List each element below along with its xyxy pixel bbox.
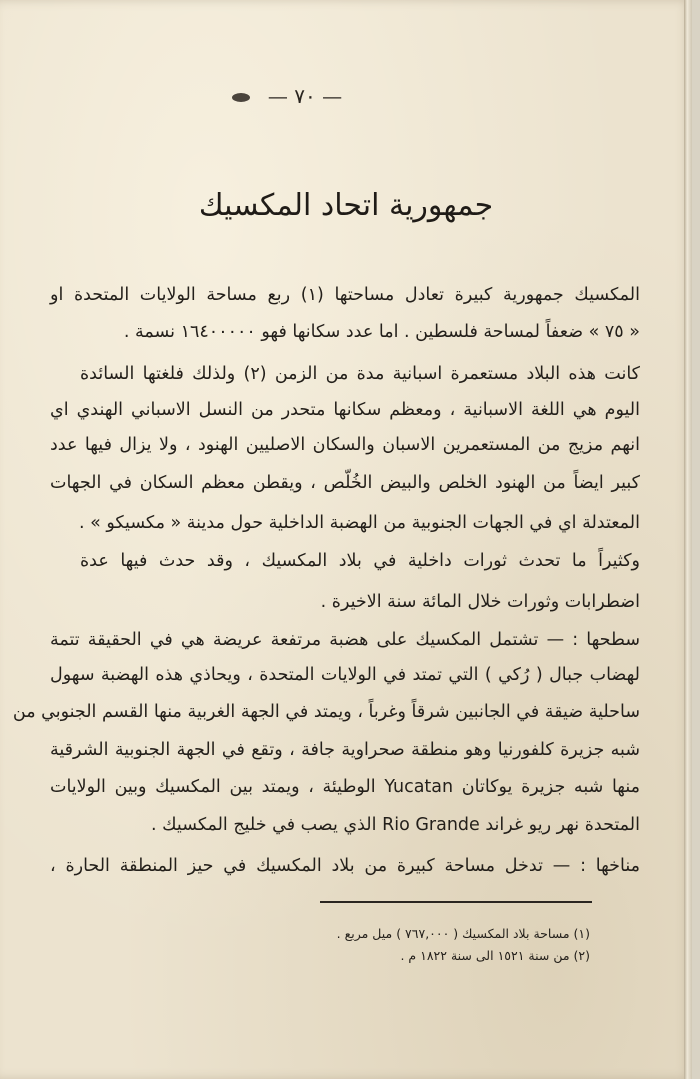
footnote: (١) مساحة بلاد المكسيك ( ٧٦٧,٠٠٠ ) ميل مربع . — [336, 926, 590, 941]
text-line: مناخها : — تدخل مساحة كبيرة من بلاد المكسيك في حيز المنطقة الحارة ، — [50, 856, 640, 876]
text-line: لهضاب جبال ( رُكي ) التي تمتد في الولايات المتحدة ، ويحاذي هذه الهضبة سهول — [50, 665, 640, 685]
ink-blot — [232, 93, 250, 102]
footnote: (٢) من سنة ١٥٢١ الى سنة ١٨٢٢ م . — [400, 948, 590, 963]
page-title: جمهورية اتحاد المكسيك — [198, 188, 494, 223]
text-line: المكسيك جمهورية كبيرة تعادل مساحتها (١) ربع مساحة الولايات المتحدة او — [50, 285, 640, 305]
text-line: ساحلية ضيقة في الجانبين شرقاً وغرباً ، ويمتد في الجهة الغربية منها القسم الجنوبي من — [12, 702, 640, 722]
footnote-divider — [320, 901, 592, 903]
text-line: منها شبه جزيرة يوكاتان Yucatan الوطيئة ، ويمتد بين المكسيك وبين الولايات — [50, 777, 640, 797]
text-line: انهم مزيج من المستعمرين الاسبان والسكان الاصليين الهنود ، ولا يزال فيها عدد — [50, 435, 640, 455]
text-line: وكثيراً ما تحدث ثورات داخلية في بلاد المكسيك ، وقد حدث فيها عدة — [80, 551, 640, 571]
text-line: سطحها : — تشتمل المكسيك على هضبة مرتفعة عريضة هي في الحقيقة تتمة — [50, 630, 640, 650]
text-line: اليوم هي اللغة الاسبانية ، ومعظم سكانها متحدر من النسل الاسباني الهندي اي — [50, 400, 640, 420]
text-line: كبير ايضاً من الهنود الخلص والبيض الخُلّص ، ويقطن معظم السكان في الجهات — [50, 473, 640, 493]
text-line: شبه جزيرة كلفورنيا وهو منطقة صحراوية جافة ، وتقع في الجهة الجنوبية الشرقية — [50, 740, 640, 760]
text-line: المعتدلة اي في الجهات الجنوبية من الهضبة الداخلية حول مدينة « مكسيكو » . — [78, 513, 640, 533]
page-number: — ٧٠ — — [267, 84, 343, 108]
text-line: « ٧٥ » ضعفاً لمساحة فلسطين . اما عدد سكانها فهو ١٦٤٠٠٠٠٠ نسمة . — [123, 322, 640, 342]
page-edge — [684, 0, 692, 1079]
text-line: المتحدة نهر ريو غراند Rio Grande الذي يصب في خليج المكسيك . — [151, 815, 640, 835]
text-line: اضطرابات وثورات خلال المائة سنة الاخيرة . — [320, 592, 640, 612]
text-line: كانت هذه البلاد مستعمرة اسبانية مدة من الزمن (٢) ولذلك فلغتها السائدة — [80, 364, 640, 384]
